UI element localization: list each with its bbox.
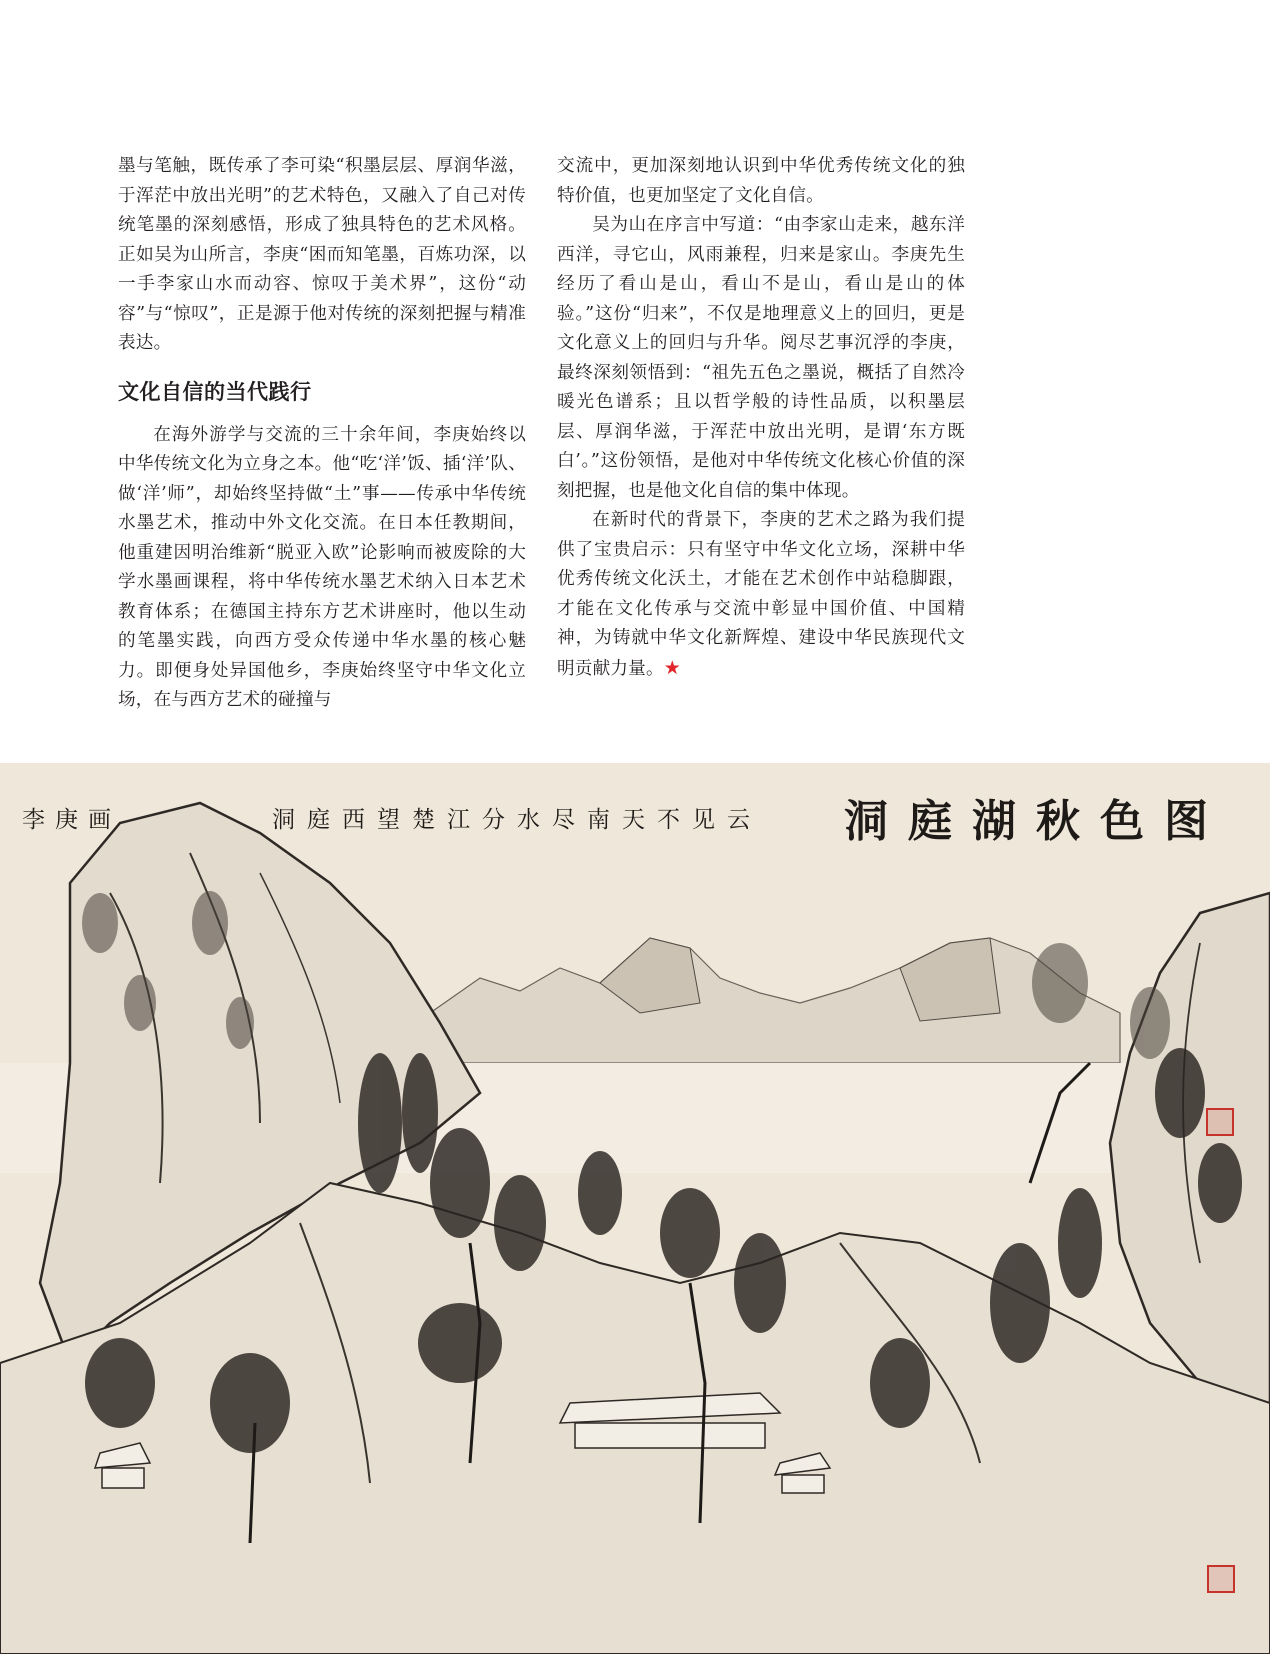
section-heading: 文化自信的当代践行 (118, 379, 312, 404)
landscape-painting (0, 763, 1270, 1654)
right-paragraph-3 (557, 506, 965, 684)
left-paragraph-1: 墨与笔触，既传承了李可染“积墨层层、厚润华滋，于浑茫中放出光明”的艺术特色，又融入了自己对传统笔墨的深刻感悟，形成了独具特色的艺术风格。正如吴为山所言，李庚“困而知笔墨，百炼功深，以一手李家山水而动容、惊叹于美术界”，这份“动容”与“惊叹”，正是源于他对传统的深刻把握与精准表达。 (118, 156, 526, 353)
left-text-column (118, 152, 526, 716)
right-paragraph-2: 吴为山在序言中写道：“由李家山走来，越东洋西洋，寻它山，风雨兼程，归来是家山。李庚先生经历了看山是山，看山不是山，看山是山的体验。”这份“归来”，不仅是地理意义上的回归，更是文化意义上的回归与升华。阅尽艺事沉浮的李庚，最终深刻领悟到：“祖先五色之墨说，概括了自然冷暖光色谱系；且以哲学般的诗性品质，以积墨层层、厚润华滋，于浑茫中放出光明，是谓‘东方既白’。”这份领悟，是他对中华传统文化核心价值的深刻把握，也是他文化自信的集中体现。 (557, 215, 965, 501)
seal-stamp-upper (1206, 1108, 1234, 1136)
right-paragraph-3-text: 在新时代的背景下，李庚的艺术之路为我们提供了宝贵启示：只有坚守中华文化立场，深耕中华优秀传统文化沃土，才能在艺术创作中站稳脚跟，才能在文化传承与交流中彰显中国价值、中国精神，为铸就中华文化新辉煌、建设中华民族现代文明贡献力量。 (557, 510, 965, 679)
right-text-column (557, 152, 965, 684)
ink-landscape-illustration (0, 763, 1270, 1654)
right-paragraph-1: 交流中，更加深刻地认识到中华优秀传统文化的独特价值，也更加坚定了文化自信。 (557, 156, 965, 206)
painting-signature: 李庚画 (22, 807, 121, 833)
painting-title: 洞庭湖秋色图 (844, 796, 1228, 847)
seal-stamp-lower (1207, 1565, 1235, 1593)
left-paragraph-2: 在海外游学与交流的三十余年间，李庚始终以中华传统文化为立身之本。他“吃‘洋’饭、插‘洋’队、做‘洋’师”，却始终坚持做“土”事——传承中华传统水墨艺术，推动中外文化交流。在日本任教期间，他重建因明治维新“脱亚入欧”论影响而被废除的大学水墨画课程，将中华传统水墨艺术纳入日本艺术教育体系；在德国主持东方艺术讲座时，他以生动的笔墨实践，向西方受众传递中华水墨的核心魅力。即便身处异国他乡，李庚始终坚守中华文化立场，在与西方艺术的碰撞与 (118, 424, 526, 710)
end-star-icon: ★ (663, 656, 681, 679)
painting-poem-inscription: 洞庭西望楚江分水尽南天不见云 (272, 807, 762, 833)
